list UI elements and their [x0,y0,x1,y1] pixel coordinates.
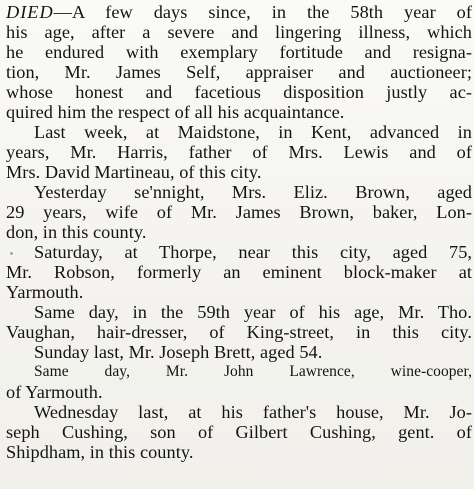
notice-line: Yesterday se'nnight, Mrs. Eliz. Brown, aged [34,182,472,202]
notice-line: Vaughan, hair-dresser, of King-street, in this city. [6,322,472,342]
notice-line: seph Cushing, son of Gilbert Cushing, gent. of [6,422,472,442]
notice-line: Same day, in the 59th year of his age, Mr. Tho. [34,302,472,322]
notice-line: Last week, at Maidstone, in Kent, advanced in [34,122,472,142]
notice-line: DIED—A few days since, in the 58th year of [6,2,472,22]
death-notices-column [6,2,472,462]
notice-line: of Yarmouth. [6,382,103,402]
notice-line: quired him the respect of all his acquaintance. [6,102,345,122]
notice-line: 29 years, wife of Mr. James Brown, baker, Lon- [6,202,472,222]
notice-line: Mrs. David Martineau, of this city. [6,162,262,182]
notice-line: Wednesday last, at his father's house, Mr. Jo- [34,402,472,422]
notice-line: Mr. Robson, formerly an eminent block-maker at [6,262,472,282]
notice-line: Shipdham, in this county. [6,442,194,462]
notice-line: Yarmouth. [6,282,84,302]
notice-line: tion, Mr. James Self, appraiser and auctioneer; [6,62,472,82]
died-heading: DIED [6,2,54,22]
notice-line: Sunday last, Mr. Joseph Brett, aged 54. [34,342,323,362]
notice-line: Saturday, at Thorpe, near this city, aged 75, [34,242,472,262]
notice-line: years, Mr. Harris, father of Mrs. Lewis and of [6,142,472,162]
notice-line: he endured with exemplary fortitude and resigna- [6,42,472,62]
notice-line: his age, after a severe and lingering illness, which [6,22,472,42]
notice-line: Same day, Mr. John Lawrence, wine-cooper, [34,363,472,380]
notice-line: don, in this county. [6,222,147,242]
notice-line-text: A few days since, in the 58th year of [72,2,472,22]
notice-line: whose honest and facetious disposition justly ac- [6,82,472,102]
ink-speck [10,252,13,255]
